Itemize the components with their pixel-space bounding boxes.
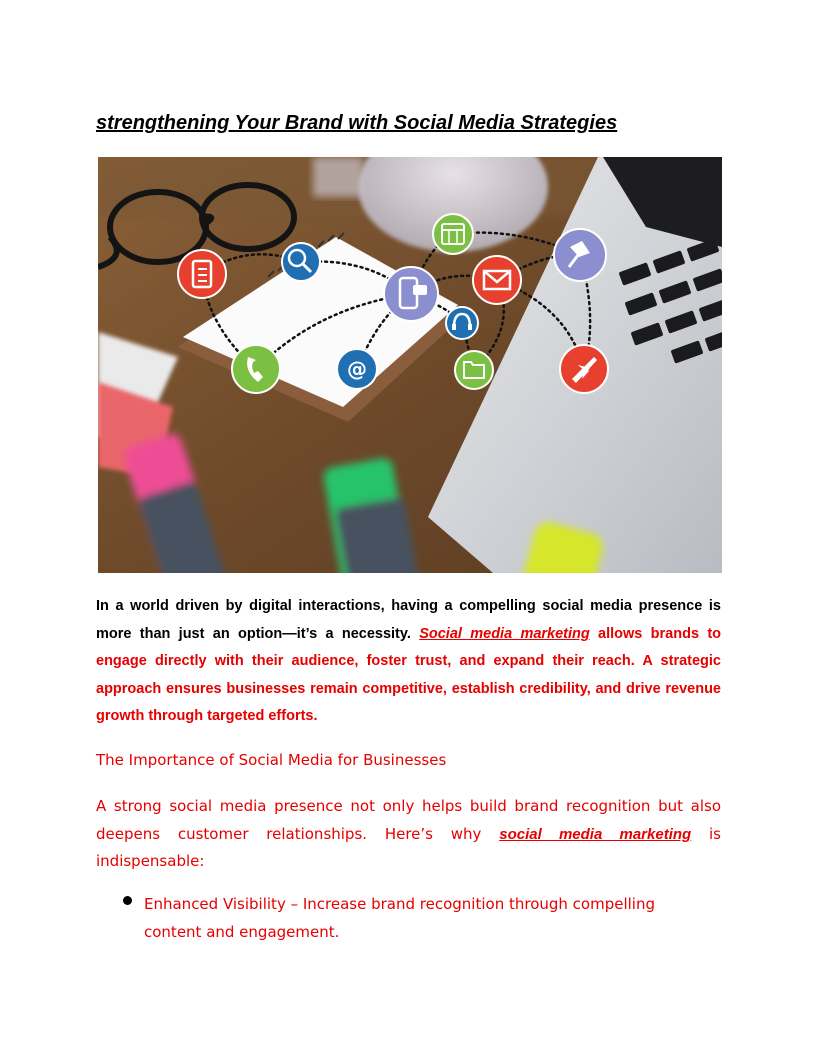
- mobile-chat-icon: [384, 267, 438, 321]
- section-heading: The Importance of Social Media for Businesses: [96, 751, 447, 769]
- bullet-icon: [123, 896, 132, 905]
- svg-text:@: @: [347, 357, 367, 381]
- social-media-marketing-inline-link[interactable]: social media marketing: [499, 825, 692, 843]
- calendar-icon: [433, 214, 473, 254]
- at-sign-icon: [337, 349, 377, 389]
- airplane-icon: [560, 345, 608, 393]
- document-title: strengthening Your Brand with Social Media Strategies: [96, 112, 618, 134]
- intro-lead: In a world driven by digital interactions, having a compelling social media presence is more than just an option—it’s a necessity.: [96, 598, 721, 642]
- para-before: A strong social media presence not only helps build brand recognition but also deepens customer relationships. Here’s why: [96, 797, 721, 843]
- folder-icon: [455, 351, 493, 389]
- section-paragraph: [96, 793, 721, 876]
- list-item-text: Enhanced Visibility – Increase brand recognition through compelling content and engagement.: [144, 895, 655, 941]
- headset-icon: [446, 307, 478, 339]
- benefits-list: [96, 891, 721, 946]
- pushpin-icon: [554, 229, 606, 281]
- phone-icon: [232, 345, 280, 393]
- intro-rest: allows brands to engage directly with their audience, foster trust, and expand their reach. A strategic approach ensures businesses remain competitive, establish credibility, and drive revenue growth through targeted efforts.: [96, 625, 722, 724]
- hero-image: [98, 157, 722, 573]
- notebook-icon: [178, 250, 226, 298]
- intro-paragraph: [96, 593, 721, 731]
- envelope-icon: [473, 256, 521, 304]
- search-user-icon: [282, 243, 320, 281]
- social-media-marketing-link[interactable]: Social media marketing: [419, 625, 590, 642]
- para-after: is indispensable:: [96, 824, 721, 870]
- list-item: [96, 891, 699, 946]
